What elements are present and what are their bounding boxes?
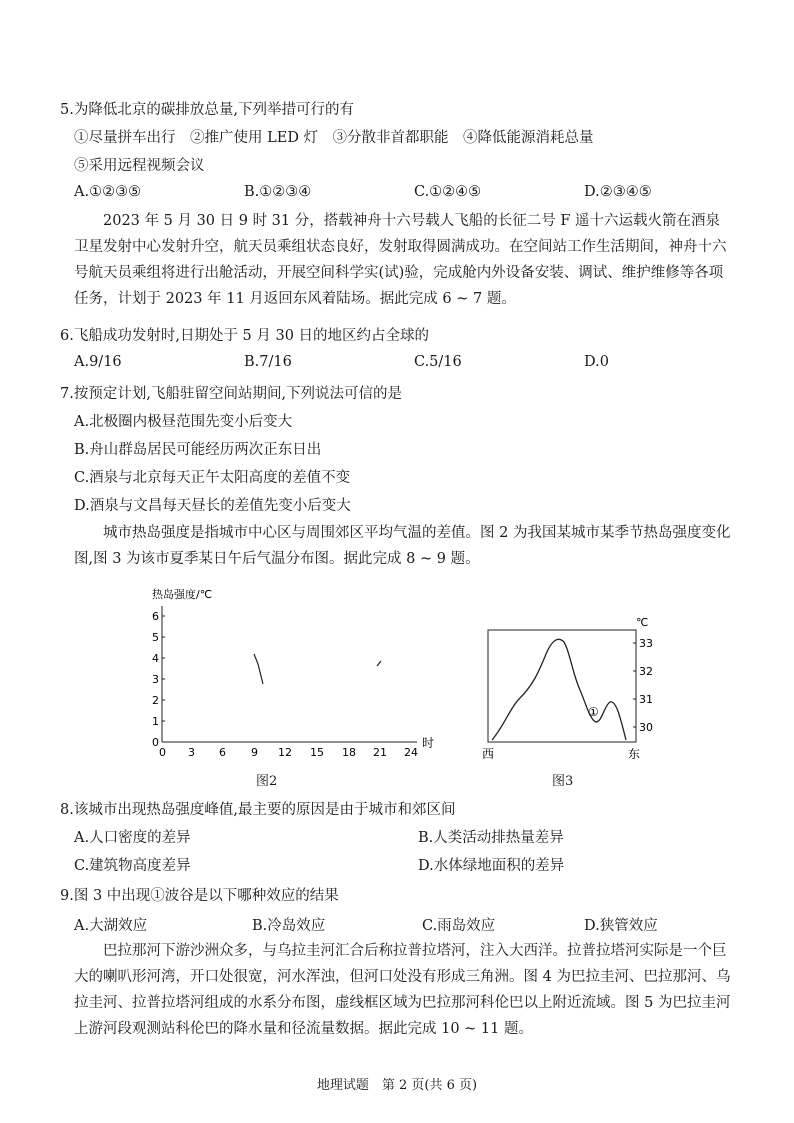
q6-option-d: D.0	[584, 354, 609, 370]
q6-options	[74, 354, 734, 370]
fig2-caption: 图2	[256, 774, 278, 789]
q8-stem: 8.该城市出现热岛强度峰值,最主要的原因是由于城市和郊区间	[60, 802, 456, 818]
q7-option-d: D.酒泉与文昌每天昼长的差值先变小后变大	[74, 498, 351, 514]
fig3-marker-1: ①	[588, 705, 599, 719]
fig3-west-label: 西	[482, 747, 495, 761]
fig2-y-ticks	[152, 610, 165, 749]
fig2-curve-segment-2	[377, 661, 381, 666]
q8-option-c: C.建筑物高度差异	[74, 858, 191, 874]
q5-options	[74, 184, 734, 200]
fig3-temperature-curve	[492, 639, 626, 740]
q8-option-d: D.水体绿地面积的差异	[418, 858, 565, 874]
q9-option-b: B.冷岛效应	[252, 918, 326, 934]
q5-option-a: A.①②③⑤	[74, 184, 142, 200]
passage-shenzhou: 2023 年 5 月 30 日 9 时 31 分，搭载神舟十六号载人飞船的长征二号 F 遥十六运载火箭在酒泉卫星发射中心发射升空，航天员乘组状态良好，发射取得圆满成功。在空间站工作生活期间，神舟十六号航天员乘组将进行出舱活动，开展空间科学实(试)验，完成舱内外设备安装、调试、维护维修等各项任务，计划于 2023 年 11 月返回东风着陆场。据此完成 6 ~ 7 题。	[74, 213, 727, 307]
q5-items-line2: ⑤采用远程视频会议	[74, 158, 205, 174]
q5-items-line1: ①尽量拼车出行 ②推广使用 LED 灯 ③分散非首都职能 ④降低能源消耗总量	[74, 130, 594, 146]
fig2-xtick-21: 21	[373, 746, 387, 759]
fig2-ytick-2: 2	[152, 694, 159, 707]
q6-stem: 6.飞船成功发射时,日期处于 5 月 30 日的地区约占全球的	[60, 328, 430, 344]
q8-option-b: B.人类活动排热量差异	[418, 830, 564, 846]
q5-option-d: D.②③④⑤	[584, 184, 652, 200]
fig2-xtick-0: 0	[159, 746, 166, 759]
q6-option-c: C.5/16	[414, 354, 462, 370]
fig2-xtick-9: 9	[251, 746, 258, 759]
fig2-xlabel: 时	[422, 736, 435, 750]
fig3-tick-32: 32	[639, 665, 653, 678]
q6-option-b: B.7/16	[244, 354, 292, 370]
passage-parana-river: 巴拉那河下游沙洲众多，与乌拉圭河汇合后称拉普拉塔河，注入大西洋。拉普拉塔河实际是一个巨大的喇叭形河湾，开口处很宽，河水浑浊，但河口处没有形成三角洲。图 4 为巴拉圭河、巴拉那河、乌拉圭河、拉普拉塔河组成的水系分布图，虚线框区域为巴拉那河科伦巴以上附近流域。图 5 为巴拉圭河上游河段观测站科伦巴的降水量和径流量数据。据此完成 10 ~ 11 题。	[74, 943, 731, 1037]
fig2-ytick-6: 6	[152, 610, 159, 623]
q5-option-b: B.①②③④	[244, 184, 312, 200]
fig2-xtick-12: 12	[278, 746, 292, 759]
fig3-tick-30: 30	[639, 721, 653, 734]
q9-options	[74, 914, 734, 935]
q9-option-d: D.狭管效应	[584, 918, 658, 934]
fig2-xtick-24: 24	[404, 746, 418, 759]
q5-stem: 5.为降低北京的碳排放总量,下列举措可行的有	[60, 102, 354, 118]
fig2-x-ticks	[159, 746, 418, 759]
q6-option-a: A.9/16	[74, 354, 122, 370]
fig3-frame	[488, 630, 636, 742]
figure-3-temperature-profile	[476, 616, 666, 766]
q9-option-c: C.雨岛效应	[422, 918, 496, 934]
q7-option-b: B.舟山群岛居民可能经历两次正东日出	[74, 442, 322, 458]
fig3-tick-33: 33	[639, 637, 653, 650]
fig3-caption: 图3	[552, 774, 574, 789]
q9-stem: 9.图 3 中出现①波谷是以下哪种效应的结果	[60, 888, 339, 904]
q7-stem: 7.按预定计划,飞船驻留空间站期间,下列说法可信的是	[60, 386, 403, 402]
fig3-unit: ℃	[636, 616, 649, 629]
fig2-ytick-0: 0	[152, 736, 159, 749]
fig2-xtick-6: 6	[219, 746, 226, 759]
figure-2-heat-island-chart	[140, 584, 440, 764]
fig2-ytick-4: 4	[152, 652, 159, 665]
q8-option-a: A.人口密度的差异	[74, 830, 191, 846]
q7-option-a: A.北极圈内极昼范围先变小后变大	[74, 414, 293, 430]
q5-option-c: C.①②④⑤	[414, 184, 482, 200]
fig3-tick-31: 31	[639, 693, 653, 706]
fig2-xtick-3: 3	[188, 746, 195, 759]
q9-option-a: A.大湖效应	[74, 918, 148, 934]
fig3-east-label: 东	[628, 747, 641, 761]
page-footer: 地理试题 第 2 页(共 6 页)	[316, 1078, 478, 1093]
fig2-xtick-15: 15	[310, 746, 324, 759]
fig2-ylabel: 热岛强度/℃	[152, 588, 213, 601]
q7-option-c: C.酒泉与北京每天正午太阳高度的差值不变	[74, 470, 351, 486]
fig2-ytick-5: 5	[152, 631, 159, 644]
passage-heat-island: 城市热岛强度是指城市中心区与周围郊区平均气温的差值。图 2 为我国某城市某季节热岛强度变化图,图 3 为该市夏季某日午后气温分布图。据此完成 8 ~ 9 题。	[74, 525, 731, 567]
fig2-curve-segment-1	[254, 654, 263, 684]
fig2-ytick-3: 3	[152, 673, 159, 686]
fig2-xtick-18: 18	[342, 746, 356, 759]
fig2-ytick-1: 1	[152, 715, 159, 728]
